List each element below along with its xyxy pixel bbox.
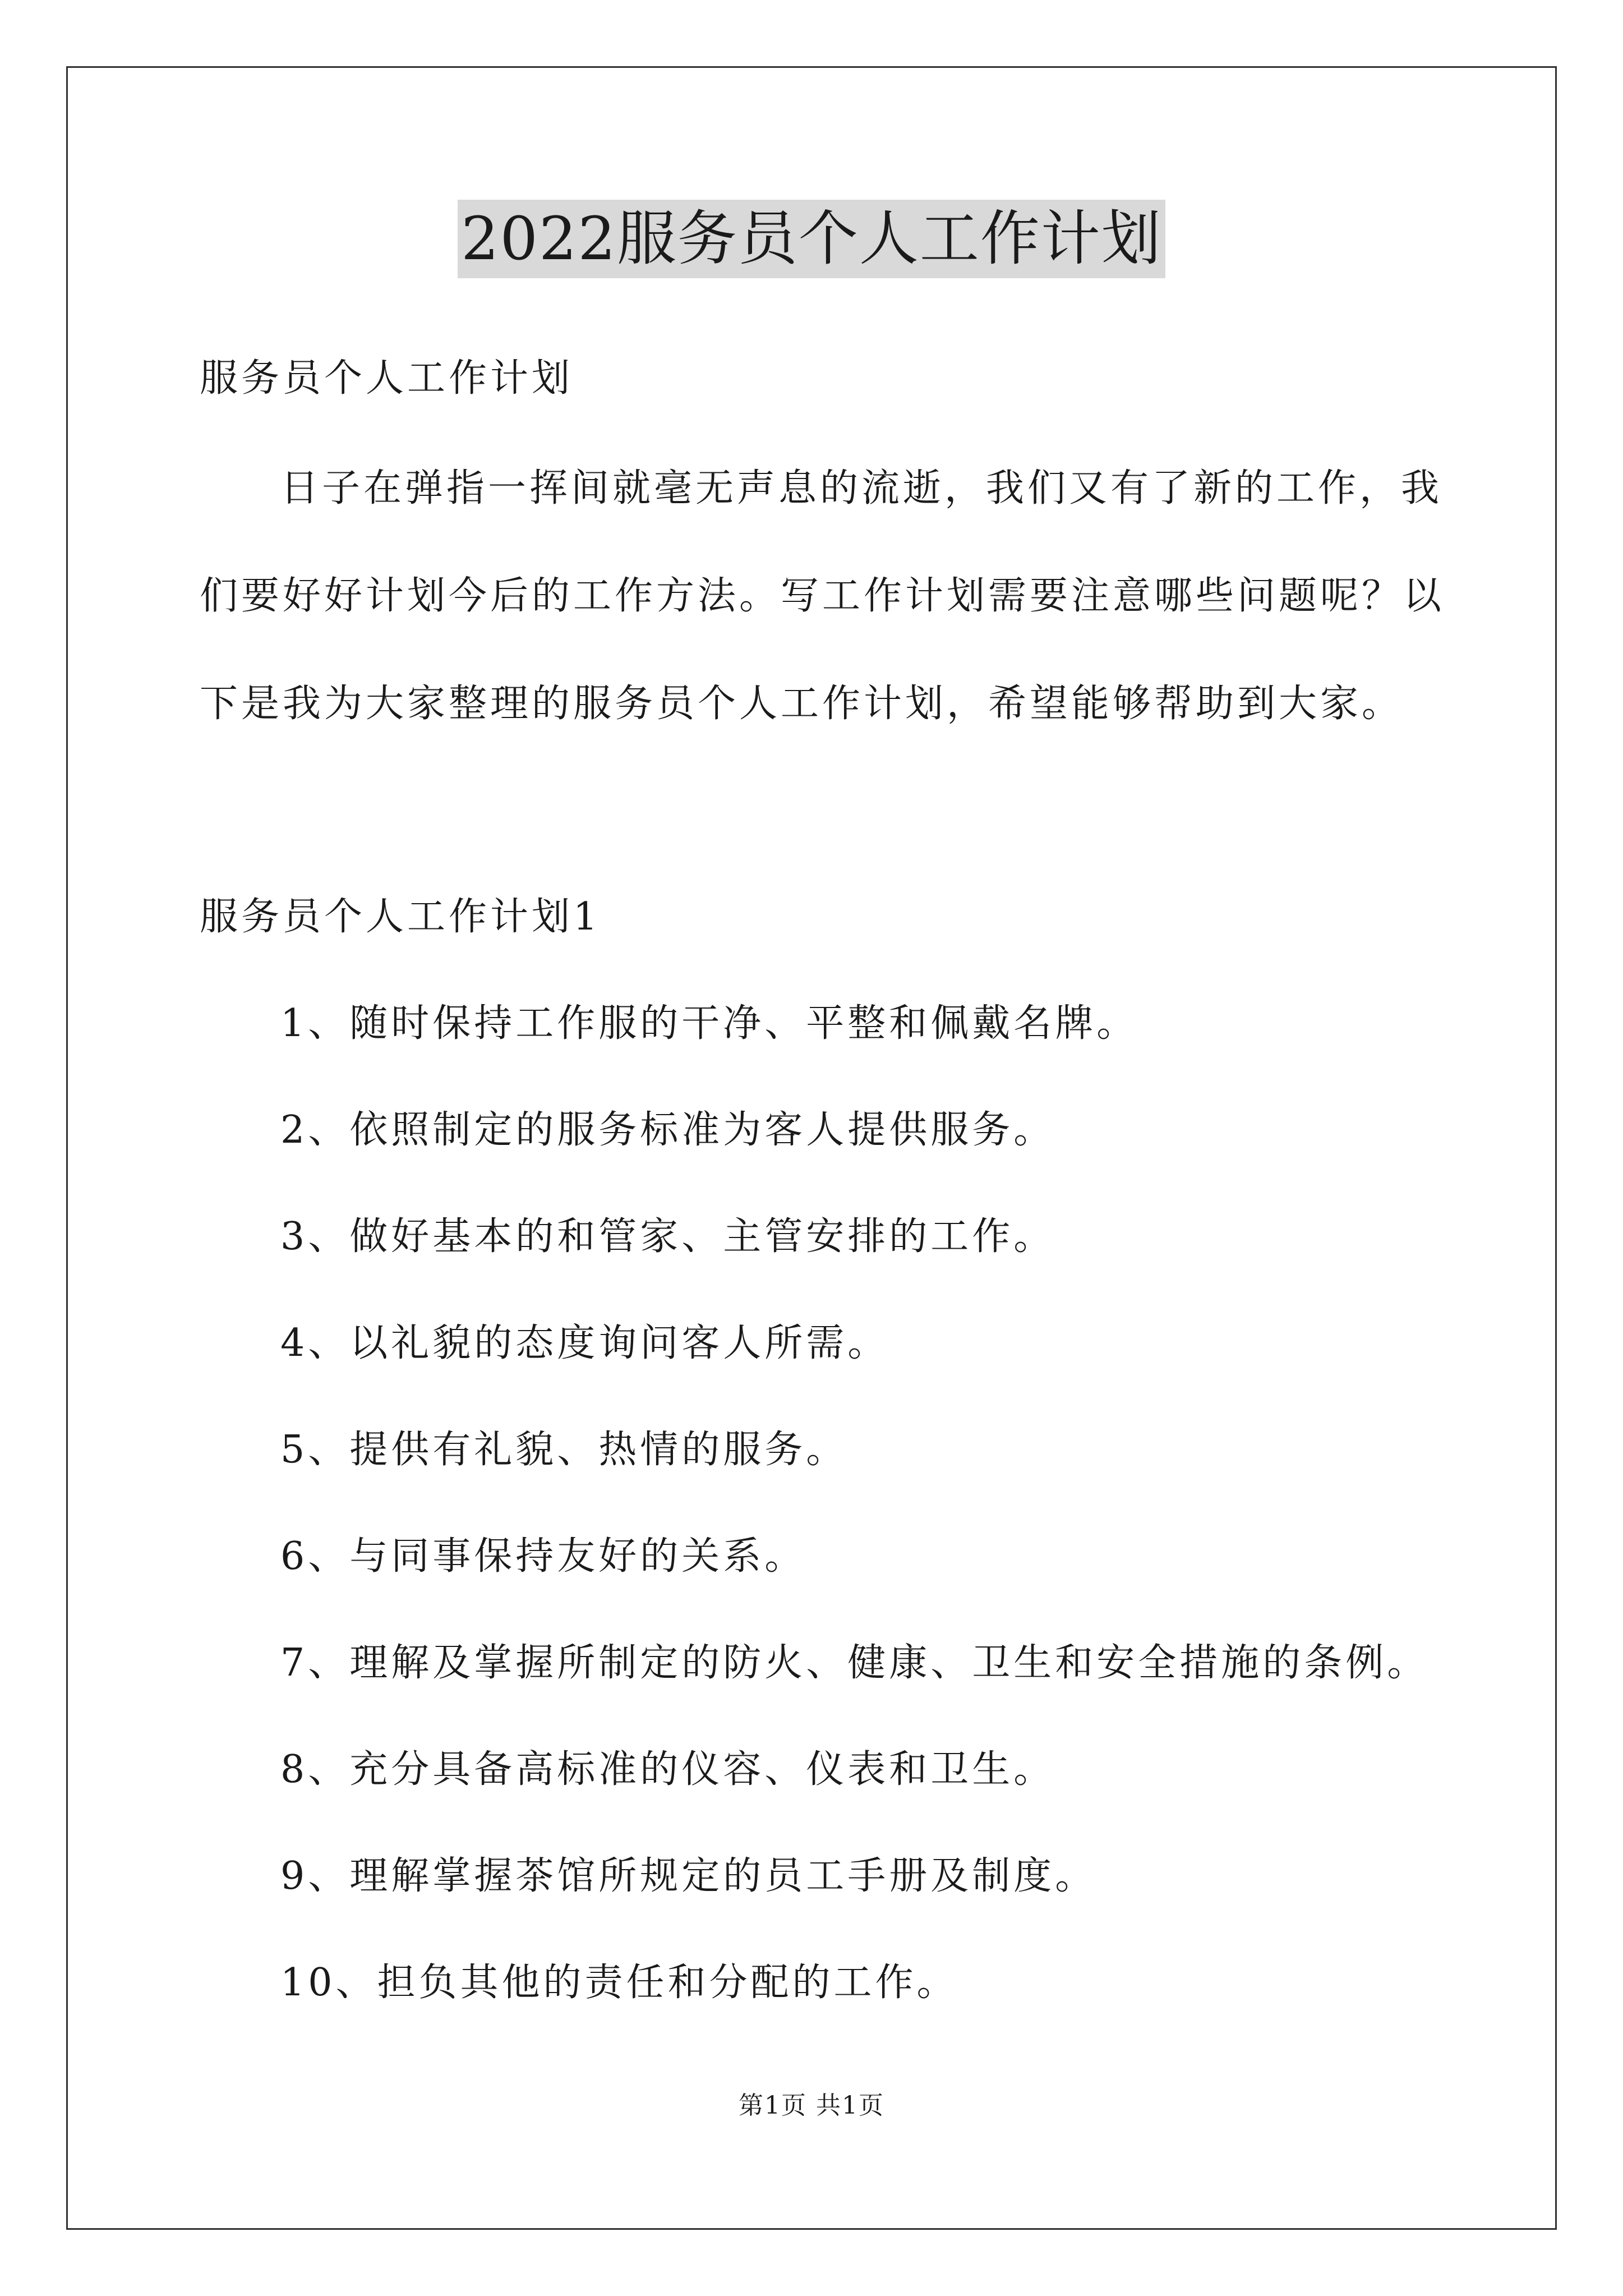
section-heading: 服务员个人工作计划1: [200, 895, 601, 939]
list-item: 10、担负其他的责任和分配的工作。: [280, 1961, 958, 2005]
page-number: 第1页 共1页: [739, 2091, 884, 2120]
list-item: 4、以礼貌的态度询问客人所需。: [280, 1321, 889, 1365]
list-item: 9、理解掌握茶馆所规定的员工手册及制度。: [280, 1854, 1097, 1898]
intro-line-2: 们要好好计划今后的工作方法。写工作计划需要注意哪些问题呢？以: [200, 574, 1445, 618]
intro-line-3: 下是我为大家整理的服务员个人工作计划，希望能够帮助到大家。: [200, 682, 1404, 726]
list-item: 1、随时保持工作服的干净、平整和佩戴名牌。: [280, 1001, 1138, 1046]
document-title: 2022服务员个人工作计划: [458, 200, 1165, 278]
list-item: 3、做好基本的和管家、主管安排的工作。: [280, 1214, 1055, 1259]
list-item: 8、充分具备高标准的仪容、仪表和卫生。: [280, 1747, 1055, 1792]
list-item: 5、提供有礼貌、热情的服务。: [280, 1428, 848, 1472]
list-item: 2、依照制定的服务标准为客人提供服务。: [280, 1108, 1055, 1152]
intro-line-1: 日子在弹指一挥间就毫无声息的流逝，我们又有了新的工作，我: [280, 466, 1443, 510]
list-item: 7、理解及掌握所制定的防火、健康、卫生和安全措施的条例。: [280, 1641, 1429, 1685]
title-container: [0, 200, 1623, 278]
list-item: 6、与同事保持友好的关系。: [280, 1534, 806, 1579]
document-subtitle: 服务员个人工作计划: [200, 356, 574, 401]
